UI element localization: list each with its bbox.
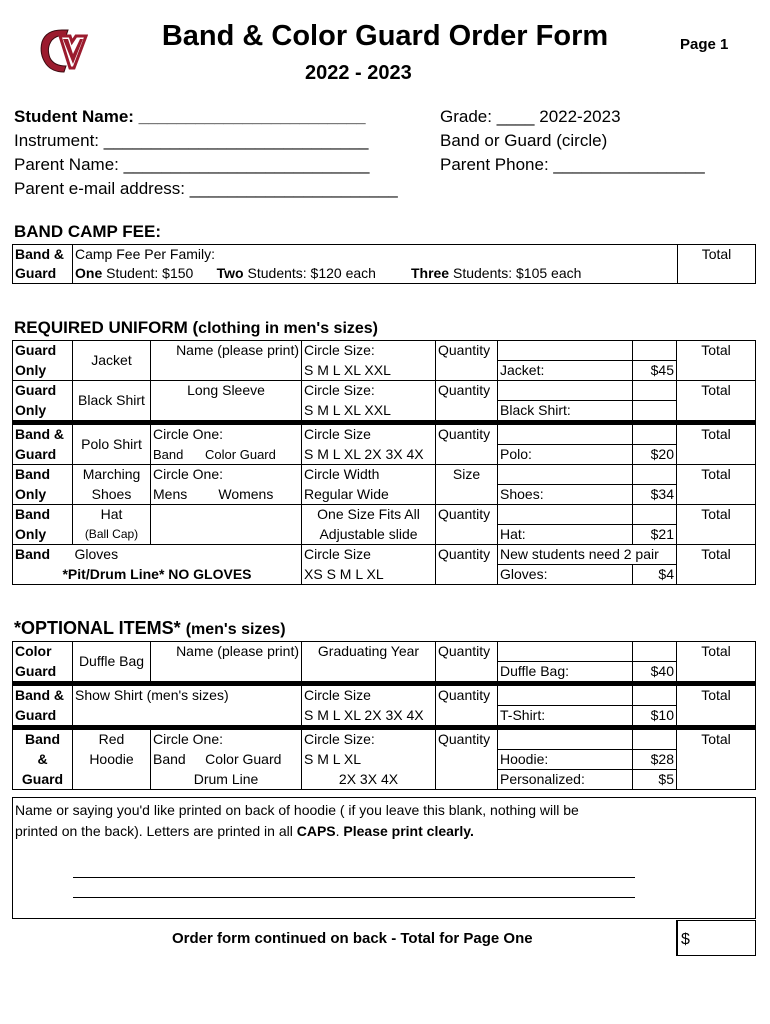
total-label: Total — [677, 381, 756, 401]
size-label: Size — [436, 465, 498, 485]
item-label: Shoes — [73, 485, 151, 505]
price-label: Jacket: — [498, 361, 633, 381]
item-label: Show Shirt (men's sizes) — [73, 684, 302, 706]
band-or-guard-field[interactable]: Band or Guard (circle) — [440, 131, 608, 150]
price-label: Black Shirt: — [498, 401, 633, 423]
circle-label: Circle One: — [151, 465, 302, 485]
total-label: Total — [677, 341, 756, 361]
required-uniform-heading: REQUIRED UNIFORM (clothing in men's sizes) — [14, 318, 379, 337]
item-label: Polo Shirt — [73, 423, 151, 465]
group-label: Band — [13, 728, 73, 750]
item-label: Black Shirt — [73, 381, 151, 423]
quantity-label: Quantity — [436, 545, 498, 565]
price: $10 — [633, 706, 677, 728]
item-label: Jacket — [73, 341, 151, 381]
school-year: 2022 - 2023 — [305, 62, 412, 84]
uniform-table — [12, 340, 756, 585]
item-label: Gloves — [73, 545, 302, 565]
size-label: Circle Size — [302, 545, 436, 565]
new-students-note: New students need 2 pair — [498, 545, 677, 565]
price-label: Duffle Bag: — [498, 662, 633, 684]
price: $4 — [633, 565, 677, 585]
group-label: Guard — [13, 264, 73, 284]
size-label: Circle Size: — [302, 341, 436, 361]
page-total-label: Order form continued on back - Total for Page One — [172, 930, 533, 947]
quantity-input[interactable] — [436, 565, 498, 585]
fee-label: Camp Fee Per Family: — [73, 245, 678, 265]
total-label: Total — [678, 245, 756, 265]
group-label: Band — [13, 505, 73, 525]
price: $20 — [633, 445, 677, 465]
quantity-input[interactable] — [436, 525, 498, 545]
shoe-options[interactable]: Mens Womens — [151, 485, 302, 505]
personalization-instructions: Name or saying you'd like printed on back of hoodie ( if you leave this blank, nothing will be printed on the back). Letters are printed in all CAPS. Please print clearly. — [15, 802, 579, 839]
quantity-input[interactable] — [436, 750, 498, 770]
band-camp-table — [12, 244, 756, 284]
group-label: Guard — [13, 381, 73, 401]
total-input[interactable] — [678, 264, 756, 284]
total-input[interactable] — [677, 706, 756, 728]
write-line[interactable] — [73, 897, 635, 898]
size-options[interactable]: S M L XL — [302, 750, 436, 770]
quantity-label: Quantity — [436, 728, 498, 750]
quantity-label: Quantity — [436, 642, 498, 662]
width-options[interactable]: Regular Wide — [302, 485, 436, 505]
total-input[interactable] — [677, 525, 756, 545]
group-label: Band & — [13, 423, 73, 445]
total-label: Total — [677, 423, 756, 445]
fee-tiers[interactable]: One Student: $150 Two Students: $120 each Three Students: $105 each — [73, 264, 678, 284]
circle-label: Circle One: — [151, 728, 302, 750]
personalized-label: Personalized: — [498, 770, 633, 790]
size-options[interactable]: S M L XL XXL — [302, 361, 436, 381]
total-label: Total — [677, 505, 756, 525]
no-gloves-note: *Pit/Drum Line* NO GLOVES — [13, 565, 302, 585]
item-label: Hoodie — [73, 750, 151, 770]
price-label: Gloves: — [498, 565, 633, 585]
price: $34 — [633, 485, 677, 505]
size-label: Circle Size — [302, 684, 436, 706]
band-camp-heading: BAND CAMP FEE: — [14, 222, 162, 241]
group-label: Color — [13, 642, 73, 662]
group-label: Guard — [13, 445, 73, 465]
price-label: Hat: — [498, 525, 633, 545]
form-title: Band & Color Guard Order Form — [161, 20, 609, 52]
quantity-label: Quantity — [436, 423, 498, 445]
total-label: Total — [677, 465, 756, 485]
item-label: Hat — [73, 505, 151, 525]
total-label: Total — [677, 728, 756, 750]
group-label: Band — [13, 545, 73, 565]
optional-items-heading: *OPTIONAL ITEMS* (men's sizes) — [14, 618, 286, 638]
total-input[interactable] — [677, 750, 756, 770]
quantity-label: Quantity — [436, 381, 498, 401]
quantity-label: Quantity — [436, 505, 498, 525]
item-label: Marching — [73, 465, 151, 485]
parent-phone-field[interactable]: Parent Phone: ________________ — [440, 155, 705, 174]
item-sublabel: (Ball Cap) — [73, 525, 151, 545]
group-label: Band & — [13, 684, 73, 706]
group-label: Only — [13, 525, 73, 545]
total-label: Total — [677, 684, 756, 706]
quantity-label: Quantity — [436, 341, 498, 361]
hoodie-option-drumline[interactable]: Drum Line — [151, 770, 302, 790]
hoodie-options[interactable]: Band Color Guard — [151, 750, 302, 770]
total-input[interactable] — [677, 361, 756, 381]
quantity-input[interactable] — [436, 361, 498, 381]
group-label: & — [13, 750, 73, 770]
size-input[interactable] — [436, 485, 498, 505]
size-options[interactable]: XS S M L XL — [302, 565, 436, 585]
size-label: Circle Size — [302, 423, 436, 445]
sleeve-label: Long Sleeve — [151, 381, 302, 401]
quantity-input[interactable] — [436, 445, 498, 465]
item-label: Duffle Bag — [73, 642, 151, 684]
name-input[interactable] — [151, 361, 302, 381]
price: $40 — [633, 662, 677, 684]
page-number: Page 1 — [680, 36, 729, 53]
size-options[interactable]: S M L XL 2X 3X 4X — [302, 445, 436, 465]
parent-email-field[interactable]: Parent e-mail address: ______________________ — [14, 179, 398, 198]
total-input[interactable] — [677, 485, 756, 505]
size-label: Circle Size: — [302, 381, 436, 401]
name-input[interactable] — [151, 662, 302, 684]
personalized-price: $5 — [633, 770, 677, 790]
group-label: Guard — [13, 341, 73, 361]
page-total-input[interactable]: $ — [676, 920, 756, 956]
adjust-label: Adjustable slide — [302, 525, 436, 545]
total-input[interactable] — [677, 662, 756, 684]
group-label: Band — [13, 465, 73, 485]
group-label: Only — [13, 361, 73, 381]
price-label: Shoes: — [498, 485, 633, 505]
price: $28 — [633, 750, 677, 770]
optional-table — [12, 641, 756, 790]
price: $45 — [633, 361, 677, 381]
name-input[interactable] — [151, 401, 302, 423]
size-label: Circle Size: — [302, 728, 436, 750]
quantity-input[interactable] — [436, 662, 498, 684]
year-label: Graduating Year — [302, 642, 436, 662]
price: $21 — [633, 525, 677, 545]
group-label: Only — [13, 401, 73, 423]
quantity-input[interactable] — [436, 401, 498, 423]
group-label: Guard — [13, 706, 73, 728]
total-label: Total — [677, 545, 756, 565]
price-label: T-Shirt: — [498, 706, 633, 728]
size-options[interactable]: S M L XL 2X 3X 4X — [302, 706, 436, 728]
price-label: Hoodie: — [498, 750, 633, 770]
name-label: Name (please print) — [151, 341, 302, 361]
group-label: Guard — [13, 770, 73, 790]
student-name-field[interactable]: Student Name: ________________________ — [14, 107, 366, 126]
circle-label: Circle One: — [151, 423, 302, 445]
size-options-extended[interactable]: 2X 3X 4X — [302, 770, 436, 790]
quantity-input[interactable] — [436, 706, 498, 728]
write-line[interactable] — [73, 877, 635, 878]
year-input[interactable] — [302, 662, 436, 684]
price-label: Polo: — [498, 445, 633, 465]
width-label: Circle Width — [302, 465, 436, 485]
total-input[interactable] — [677, 565, 756, 585]
group-label: Band & — [13, 245, 73, 265]
group-label: Only — [13, 485, 73, 505]
instrument-field[interactable]: Instrument: ____________________________ — [14, 131, 369, 150]
item-label: Red — [73, 728, 151, 750]
group-label: Guard — [13, 662, 73, 684]
polo-options[interactable]: Band Color Guard — [151, 445, 302, 465]
quantity-label: Quantity — [436, 684, 498, 706]
grade-field[interactable]: Grade: ____ 2022-2023 — [440, 107, 621, 126]
total-input[interactable] — [677, 401, 756, 423]
size-options[interactable]: S M L XL XXL — [302, 401, 436, 423]
size-label: One Size Fits All — [302, 505, 436, 525]
total-input[interactable] — [677, 445, 756, 465]
total-label: Total — [677, 642, 756, 662]
personalization-box[interactable] — [12, 797, 756, 919]
name-label: Name (please print) — [151, 642, 302, 662]
parent-name-field[interactable]: Parent Name: __________________________ — [14, 155, 370, 174]
